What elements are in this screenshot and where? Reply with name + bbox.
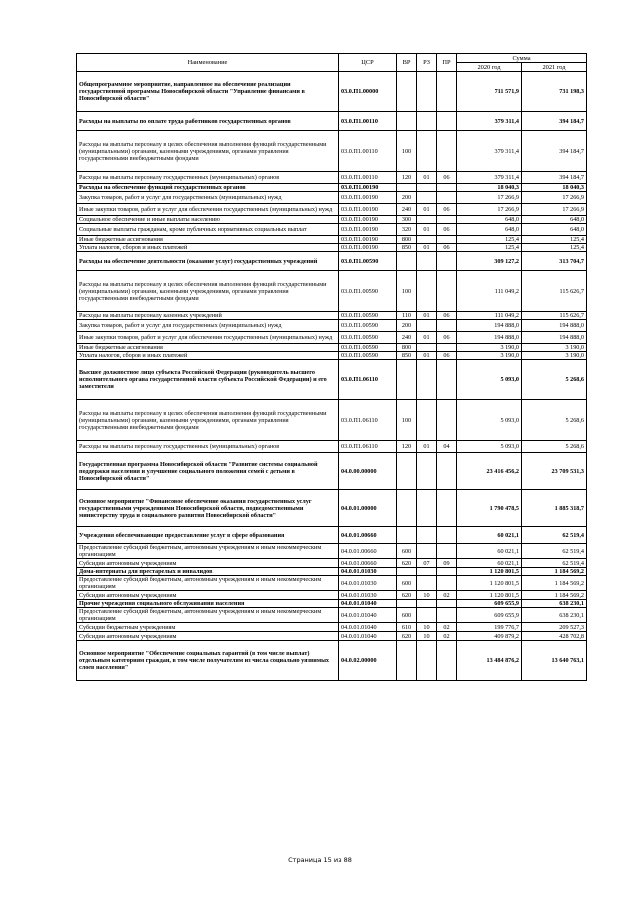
table-row — [77, 608, 587, 623]
row-pr — [437, 544, 457, 559]
row-name: Государственная программа Новосибирской области "Развитие системы социальной поддержки населения и улучшение социального положения семей с детьми в Новосибирской области" — [77, 453, 339, 490]
table-row — [77, 641, 587, 681]
row-name: Расходы на выплаты персоналу государственных (муниципальных) органов — [77, 441, 339, 453]
row-pr — [437, 271, 457, 312]
row-csr: 03.0.П1.00190 — [339, 204, 397, 216]
row-pr — [437, 72, 457, 112]
row-sum-2021: 5 268,6 — [522, 360, 587, 400]
row-csr: 03.0.П1.00590 — [339, 352, 397, 360]
row-sum-2021: 1 184 569,2 — [522, 591, 587, 600]
row-csr: 03.0.П1.06110 — [339, 441, 397, 453]
page-number: Страница 15 из 88 — [288, 856, 352, 864]
row-sum-2021: 638 230,1 — [522, 600, 587, 608]
row-sum-2020: 3 190,0 — [457, 344, 522, 352]
row-sum-2021: 731 198,3 — [522, 72, 587, 112]
row-rz — [417, 320, 437, 332]
row-rz — [417, 490, 437, 527]
row-vr — [397, 360, 417, 400]
row-sum-2020: 18 040,3 — [457, 184, 522, 192]
row-rz — [417, 192, 437, 204]
row-csr: 03.0.П1.00590 — [339, 271, 397, 312]
row-pr: 06 — [437, 332, 457, 344]
row-rz — [417, 184, 437, 192]
row-sum-2021: 3 190,0 — [522, 352, 587, 360]
row-rz — [417, 600, 437, 608]
table-row — [77, 112, 587, 131]
row-sum-2021: 125,4 — [522, 244, 587, 252]
row-csr: 03.0.П1.00190 — [339, 224, 397, 236]
table-row — [77, 559, 587, 568]
row-name: Субсидии автономным учреждениям — [77, 559, 339, 568]
row-csr: 04.0.01.00000 — [339, 490, 397, 527]
row-csr: 04.0.01.00660 — [339, 527, 397, 544]
row-name: Расходы на выплаты персоналу в целях обеспечения выполнения функций государственными (муниципальными) органами, казенными учреждениями, органами управления государственными внебюджетными фондами — [77, 131, 339, 172]
row-pr: 04 — [437, 441, 457, 453]
table-row — [77, 332, 587, 344]
row-csr: 03.0.П1.00110 — [339, 112, 397, 131]
row-name: Социальное обеспечение и иные выплаты населению — [77, 216, 339, 224]
row-sum-2020: 379 311,4 — [457, 172, 522, 184]
row-rz: 01 — [417, 224, 437, 236]
row-sum-2021: 209 527,3 — [522, 623, 587, 632]
row-vr: 800 — [397, 236, 417, 244]
row-sum-2021: 17 266,9 — [522, 192, 587, 204]
row-sum-2021: 18 040,3 — [522, 184, 587, 192]
row-rz — [417, 400, 437, 441]
row-vr: 800 — [397, 344, 417, 352]
row-sum-2021: 5 268,6 — [522, 441, 587, 453]
row-csr: 04.0.01.01040 — [339, 608, 397, 623]
row-sum-2021: 115 626,7 — [522, 312, 587, 320]
table-row — [77, 360, 587, 400]
header-pr: ПР — [437, 54, 457, 72]
row-sum-2020: 1 120 801,5 — [457, 568, 522, 576]
row-rz: 07 — [417, 559, 437, 568]
row-sum-2021: 638 230,1 — [522, 608, 587, 623]
row-rz — [417, 544, 437, 559]
table-row — [77, 184, 587, 192]
row-vr: 850 — [397, 352, 417, 360]
row-name: Учреждения обеспечивающие предоставление услуг в сфере образования — [77, 527, 339, 544]
row-name: Иные бюджетные ассигнования — [77, 236, 339, 244]
row-csr: 03.0.П1.06110 — [339, 360, 397, 400]
row-pr — [437, 320, 457, 332]
row-sum-2020: 125,4 — [457, 244, 522, 252]
row-rz: 01 — [417, 172, 437, 184]
row-sum-2020: 60 021,1 — [457, 559, 522, 568]
row-rz: 01 — [417, 204, 437, 216]
row-pr: 06 — [437, 352, 457, 360]
row-csr: 03.0.П1.00190 — [339, 216, 397, 224]
row-pr: 06 — [437, 312, 457, 320]
row-rz — [417, 527, 437, 544]
row-pr — [437, 131, 457, 172]
row-name: Уплата налогов, сборов и иных платежей — [77, 352, 339, 360]
row-rz — [417, 453, 437, 490]
row-rz — [417, 568, 437, 576]
row-sum-2020: 1 790 478,5 — [457, 490, 522, 527]
row-name: Иные закупки товаров, работ и услуг для обеспечения государственных (муниципальных) нужд — [77, 332, 339, 344]
table-row — [77, 216, 587, 224]
row-csr: 04.0.01.01030 — [339, 591, 397, 600]
table-row — [77, 352, 587, 360]
row-pr: 06 — [437, 224, 457, 236]
row-pr: 02 — [437, 591, 457, 600]
row-vr — [397, 568, 417, 576]
row-sum-2020: 13 484 876,2 — [457, 641, 522, 681]
row-sum-2020: 1 120 801,5 — [457, 591, 522, 600]
row-csr: 03.0.П1.00590 — [339, 332, 397, 344]
row-sum-2021: 428 702,8 — [522, 632, 587, 641]
row-sum-2020: 379 311,4 — [457, 131, 522, 172]
row-rz — [417, 360, 437, 400]
table-row — [77, 632, 587, 641]
table-row — [77, 244, 587, 252]
row-csr: 04.0.02.00000 — [339, 641, 397, 681]
header-year-2020: 2020 год — [457, 63, 522, 72]
row-pr — [437, 236, 457, 244]
table-row — [77, 271, 587, 312]
header-sum: Сумма — [457, 54, 587, 63]
row-pr — [437, 360, 457, 400]
row-vr: 620 — [397, 632, 417, 641]
row-rz — [417, 112, 437, 131]
row-vr — [397, 112, 417, 131]
row-rz: 01 — [417, 244, 437, 252]
row-rz: 10 — [417, 591, 437, 600]
table-row — [77, 320, 587, 332]
row-vr — [397, 453, 417, 490]
row-sum-2020: 5 093,0 — [457, 441, 522, 453]
row-pr — [437, 568, 457, 576]
header-rz: РЗ — [417, 54, 437, 72]
row-csr: 03.0.П1.00590 — [339, 312, 397, 320]
row-sum-2021: 1 184 569,2 — [522, 576, 587, 591]
table-row — [77, 236, 587, 244]
row-sum-2020: 17 266,9 — [457, 192, 522, 204]
table-row — [77, 568, 587, 576]
header-vr: ВР — [397, 54, 417, 72]
row-sum-2021: 23 709 531,3 — [522, 453, 587, 490]
row-rz: 01 — [417, 332, 437, 344]
row-rz — [417, 608, 437, 623]
row-pr — [437, 490, 457, 527]
row-sum-2021: 194 888,0 — [522, 320, 587, 332]
row-vr: 200 — [397, 320, 417, 332]
row-vr: 600 — [397, 544, 417, 559]
row-sum-2021: 648,0 — [522, 224, 587, 236]
row-csr: 03.0.П1.00190 — [339, 244, 397, 252]
row-pr: 06 — [437, 172, 457, 184]
row-pr: 02 — [437, 623, 457, 632]
row-name: Прочие учреждения социального обслуживания населения — [77, 600, 339, 608]
row-csr: 04.0.01.01030 — [339, 576, 397, 591]
table-row — [77, 623, 587, 632]
row-name: Основное мероприятие "Обеспечение социальных гарантий (в том числе выплат) отдельным категориям граждан, в том числе получателям из числа социально уязвимых слоев населения" — [77, 641, 339, 681]
row-pr — [437, 112, 457, 131]
row-csr: 03.0.П1.00590 — [339, 252, 397, 271]
row-name: Закупка товаров, работ и услуг для государственных (муниципальных) нужд — [77, 320, 339, 332]
row-pr — [437, 641, 457, 681]
row-sum-2020: 5 093,0 — [457, 400, 522, 441]
row-name: Социальные выплаты гражданам, кроме публичных нормативных социальных выплат — [77, 224, 339, 236]
row-vr: 200 — [397, 192, 417, 204]
row-sum-2020: 379 311,4 — [457, 112, 522, 131]
table-row — [77, 527, 587, 544]
row-name: Предоставление субсидий бюджетным, автономным учреждениям и иным некоммерческим организациям — [77, 544, 339, 559]
row-pr — [437, 216, 457, 224]
table-row — [77, 312, 587, 320]
row-sum-2021: 62 519,4 — [522, 559, 587, 568]
row-name: Высшее должностное лицо субъекта Российской Федерации (руководитель высшего исполнительного органа государственной власти субъекта Российской Федерации) и его заместители — [77, 360, 339, 400]
row-sum-2021: 394 184,7 — [522, 112, 587, 131]
row-csr: 03.0.П1.00190 — [339, 192, 397, 204]
table-row — [77, 204, 587, 216]
row-vr: 240 — [397, 332, 417, 344]
row-sum-2020: 60 021,1 — [457, 544, 522, 559]
table-row — [77, 576, 587, 591]
row-vr: 620 — [397, 591, 417, 600]
row-pr: 06 — [437, 204, 457, 216]
row-vr: 100 — [397, 400, 417, 441]
row-vr: 120 — [397, 441, 417, 453]
row-vr — [397, 252, 417, 271]
row-vr: 240 — [397, 204, 417, 216]
row-name: Расходы на выплаты по оплате труда работников государственных органов — [77, 112, 339, 131]
row-sum-2021: 115 626,7 — [522, 271, 587, 312]
row-csr: 04.0.01.01030 — [339, 568, 397, 576]
row-name: Расходы на обеспечение деятельности (оказание услуг) государственных учреждений — [77, 252, 339, 271]
row-name: Дома-интернаты для престарелых и инвалидов — [77, 568, 339, 576]
row-sum-2021: 3 190,0 — [522, 344, 587, 352]
row-vr: 100 — [397, 131, 417, 172]
row-vr — [397, 600, 417, 608]
row-name: Расходы на выплаты персоналу государственных (муниципальных) органов — [77, 172, 339, 184]
row-name: Иные бюджетные ассигнования — [77, 344, 339, 352]
table-row — [77, 344, 587, 352]
row-sum-2021: 394 184,7 — [522, 172, 587, 184]
table-row — [77, 441, 587, 453]
header-name: Наименование — [77, 54, 339, 72]
row-sum-2021: 194 888,0 — [522, 332, 587, 344]
row-sum-2021: 125,4 — [522, 236, 587, 244]
row-sum-2021: 5 268,6 — [522, 400, 587, 441]
row-rz: 01 — [417, 312, 437, 320]
row-sum-2021: 62 519,4 — [522, 527, 587, 544]
row-sum-2020: 1 120 801,5 — [457, 576, 522, 591]
row-sum-2021: 394 184,7 — [522, 131, 587, 172]
row-name: Иные закупки товаров, работ и услуг для обеспечения государственных (муниципальных) нужд — [77, 204, 339, 216]
row-sum-2021: 313 704,7 — [522, 252, 587, 271]
table-row — [77, 131, 587, 172]
row-name: Расходы на обеспечение функций государственных органов — [77, 184, 339, 192]
row-csr: 03.0.П1.00110 — [339, 172, 397, 184]
row-csr: 04.0.01.00660 — [339, 544, 397, 559]
row-rz — [417, 271, 437, 312]
table-row — [77, 172, 587, 184]
row-csr: 03.0.П1.00110 — [339, 131, 397, 172]
row-name: Расходы на выплаты персоналу в целях обеспечения выполнения функций государственными (муниципальными) органами, казенными учреждениями, органами управления государственными внебюджетными фондами — [77, 400, 339, 441]
row-csr: 03.0.П1.00590 — [339, 320, 397, 332]
row-sum-2020: 309 127,2 — [457, 252, 522, 271]
row-vr: 320 — [397, 224, 417, 236]
row-sum-2020: 609 655,9 — [457, 608, 522, 623]
row-sum-2020: 609 655,9 — [457, 600, 522, 608]
row-rz: 10 — [417, 623, 437, 632]
table-row — [77, 490, 587, 527]
row-rz — [417, 72, 437, 112]
row-pr — [437, 192, 457, 204]
table-row — [77, 400, 587, 441]
row-rz — [417, 216, 437, 224]
row-rz — [417, 344, 437, 352]
row-rz — [417, 641, 437, 681]
row-csr: 03.0.П1.00000 — [339, 72, 397, 112]
row-pr: 06 — [437, 244, 457, 252]
row-sum-2020: 194 888,0 — [457, 332, 522, 344]
row-sum-2020: 111 049,2 — [457, 271, 522, 312]
row-rz — [417, 252, 437, 271]
header-csr: ЦСР — [339, 54, 397, 72]
row-csr: 04.0.01.01040 — [339, 632, 397, 641]
row-sum-2020: 17 266,9 — [457, 204, 522, 216]
row-csr: 03.0.П1.06110 — [339, 400, 397, 441]
row-rz: 10 — [417, 632, 437, 641]
row-vr — [397, 527, 417, 544]
row-sum-2021: 13 640 763,1 — [522, 641, 587, 681]
row-pr — [437, 184, 457, 192]
row-name: Расходы на выплаты персоналу в целях обеспечения выполнения функций государственными (муниципальными) органами, казенными учреждениями, органами управления государственными внебюджетными фондами — [77, 271, 339, 312]
header-year-2021: 2021 год — [522, 63, 587, 72]
row-vr: 600 — [397, 576, 417, 591]
row-vr: 300 — [397, 216, 417, 224]
row-csr: 03.0.П1.00190 — [339, 184, 397, 192]
row-csr: 03.0.П1.00190 — [339, 236, 397, 244]
table-row — [77, 252, 587, 271]
row-csr: 03.0.П1.00590 — [339, 344, 397, 352]
row-sum-2020: 711 571,9 — [457, 72, 522, 112]
row-sum-2020: 199 776,7 — [457, 623, 522, 632]
row-vr — [397, 490, 417, 527]
row-pr — [437, 252, 457, 271]
row-sum-2021: 17 266,9 — [522, 204, 587, 216]
row-sum-2020: 111 049,2 — [457, 312, 522, 320]
row-sum-2020: 3 190,0 — [457, 352, 522, 360]
table-row — [77, 224, 587, 236]
row-pr: 02 — [437, 632, 457, 641]
row-vr — [397, 72, 417, 112]
row-sum-2020: 409 879,2 — [457, 632, 522, 641]
row-pr — [437, 453, 457, 490]
row-sum-2020: 648,0 — [457, 224, 522, 236]
row-sum-2021: 648,0 — [522, 216, 587, 224]
row-vr: 620 — [397, 559, 417, 568]
table-row — [77, 591, 587, 600]
table-row — [77, 72, 587, 112]
row-pr — [437, 608, 457, 623]
table-row — [77, 453, 587, 490]
row-name: Предоставление субсидий бюджетным, автономным учреждениям и иным некоммерческим организациям — [77, 608, 339, 623]
row-pr — [437, 600, 457, 608]
row-name: Основное мероприятие "Финансовое обеспечение оказания государственных услуг государственными учреждениями Новосибирской области, подведомственными министерству труда и социального развития Новосибирской области" — [77, 490, 339, 527]
row-pr — [437, 576, 457, 591]
row-csr: 04.0.01.01040 — [339, 600, 397, 608]
row-pr — [437, 344, 457, 352]
row-name: Расходы на выплаты персоналу казенных учреждений — [77, 312, 339, 320]
row-name: Общепрограммное мероприятие, направленное на обеспечение реализации государственной программы Новосибирской области "Управление финансами в Новосибирской области" — [77, 72, 339, 112]
row-rz — [417, 236, 437, 244]
row-sum-2021: 1 184 569,2 — [522, 568, 587, 576]
row-csr: 04.0.01.00660 — [339, 559, 397, 568]
row-pr: 09 — [437, 559, 457, 568]
row-name: Субсидии бюджетным учреждениям — [77, 623, 339, 632]
row-vr: 120 — [397, 172, 417, 184]
table-row — [77, 600, 587, 608]
row-sum-2020: 194 888,0 — [457, 320, 522, 332]
row-vr: 100 — [397, 271, 417, 312]
row-vr — [397, 184, 417, 192]
table-row — [77, 192, 587, 204]
row-vr: 110 — [397, 312, 417, 320]
row-sum-2020: 5 093,0 — [457, 360, 522, 400]
row-vr: 850 — [397, 244, 417, 252]
row-sum-2021: 1 885 318,7 — [522, 490, 587, 527]
row-vr: 600 — [397, 608, 417, 623]
table-body — [77, 72, 587, 681]
row-sum-2020: 60 021,1 — [457, 527, 522, 544]
row-vr: 610 — [397, 623, 417, 632]
row-rz: 01 — [417, 352, 437, 360]
row-name: Предоставление субсидий бюджетным, автономным учреждениям и иным некоммерческим организациям — [77, 576, 339, 591]
table-row — [77, 544, 587, 559]
row-sum-2020: 648,0 — [457, 216, 522, 224]
row-rz — [417, 576, 437, 591]
row-name: Субсидии автономным учреждениям — [77, 591, 339, 600]
row-name: Закупка товаров, работ и услуг для государственных (муниципальных) нужд — [77, 192, 339, 204]
row-pr — [437, 400, 457, 441]
row-name: Уплата налогов, сборов и иных платежей — [77, 244, 339, 252]
row-csr: 04.0.00.00000 — [339, 453, 397, 490]
row-name: Субсидии автономным учреждениям — [77, 632, 339, 641]
budget-table — [76, 53, 587, 681]
row-rz — [417, 131, 437, 172]
row-rz: 01 — [417, 441, 437, 453]
row-sum-2021: 62 519,4 — [522, 544, 587, 559]
row-pr — [437, 527, 457, 544]
row-sum-2020: 125,4 — [457, 236, 522, 244]
row-vr — [397, 641, 417, 681]
row-sum-2020: 23 416 456,2 — [457, 453, 522, 490]
row-csr: 04.0.01.01040 — [339, 623, 397, 632]
